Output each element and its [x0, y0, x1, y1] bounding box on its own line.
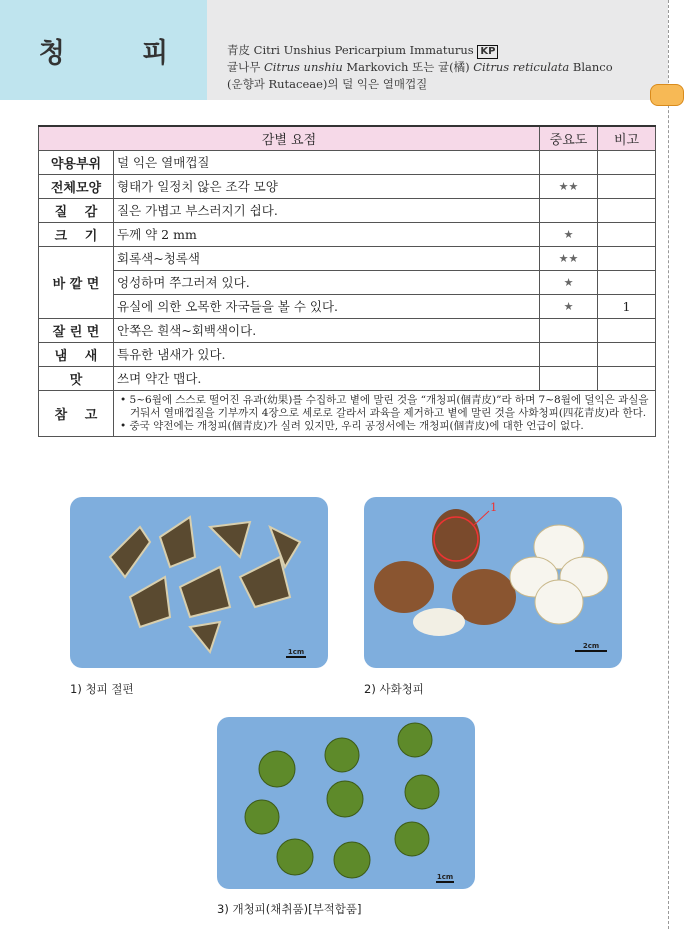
table-row — [39, 270, 656, 294]
origin-text: Blanco — [569, 60, 613, 74]
row-text: 형태가 일정치 않은 조각 모양 — [114, 174, 540, 198]
origin-text: (운향과 Rutaceae)의 덜 익은 열매껍질 — [227, 77, 428, 91]
ref-item: • 중국 약전에는 개청피(個青皮)가 실려 있지만, 우리 공정서에는 개청피(個青皮)에 대한 언급이 없다. — [120, 419, 584, 432]
row-text: 덜 익은 열매껍질 — [114, 150, 540, 174]
table-row — [39, 366, 656, 390]
row-note — [598, 222, 656, 246]
photo-slices — [70, 497, 328, 668]
ref-item: • 5~6월에 스스로 떨어진 유과(幼果)를 수집하고 볕에 말린 것을 “개청피(個青皮)”라 하며 7~8월에 덜익은 과실을 거둬서 열매껍질을 기부까지 4장으로 세로로 갈라서 과육을 제거하고 볕에 말린 것을 사화청피(四花青皮)라 한다. — [120, 393, 649, 419]
latin-name: 青皮 Citri Unshius Pericarpium Immaturus — [227, 43, 474, 57]
col-header: 중요도 — [540, 126, 598, 150]
reference-notes — [114, 390, 656, 436]
importance-stars — [540, 342, 598, 366]
row-label: 전체모양 — [39, 174, 114, 198]
figure-caption: 2) 사화청피 — [364, 682, 424, 696]
importance-stars — [540, 150, 598, 174]
identification-table — [38, 125, 656, 437]
annotation-marker: 1 — [490, 500, 498, 514]
figure-caption: 3) 개청피(채취품)[부적합품] — [217, 902, 362, 916]
row-note — [598, 342, 656, 366]
scale-bar: 1cm — [287, 648, 305, 656]
species-1: Citrus unshiu — [263, 60, 343, 74]
page-edge-divider — [668, 0, 669, 929]
row-label: 질 감 — [39, 198, 114, 222]
row-label: 맛 — [39, 366, 114, 390]
col-header: 비고 — [598, 126, 656, 150]
row-text: 안쪽은 흰색~회백색이다. — [114, 318, 540, 342]
importance-stars: ★ — [540, 270, 598, 294]
row-text: 회록색~청록색 — [114, 246, 540, 270]
kp-badge: KP — [477, 45, 498, 59]
table-row — [39, 150, 656, 174]
page-title: 청 피 — [0, 0, 207, 100]
table-row — [39, 294, 656, 318]
row-label: 바 깥 면 — [39, 246, 114, 318]
table-row — [39, 246, 656, 270]
row-text: 특유한 냄새가 있다. — [114, 342, 540, 366]
row-note — [598, 150, 656, 174]
whole-fruits-image — [217, 717, 475, 889]
importance-stars — [540, 198, 598, 222]
figure-caption: 1) 청피 절편 — [70, 682, 134, 696]
row-text: 두께 약 2 mm — [114, 222, 540, 246]
importance-stars — [540, 366, 598, 390]
table-row — [39, 174, 656, 198]
table-row — [39, 318, 656, 342]
row-text: 유실에 의한 오목한 자국들을 볼 수 있다. — [114, 294, 540, 318]
peel-slices-image — [70, 497, 328, 668]
scale-bar: 2cm — [575, 642, 607, 652]
scientific-name — [227, 42, 652, 93]
importance-stars: ★★ — [540, 246, 598, 270]
col-header: 감별 요점 — [39, 126, 540, 150]
origin-text: Markovich 또는 귤(橘) — [342, 60, 474, 74]
importance-stars: ★ — [540, 222, 598, 246]
row-label: 약용부위 — [39, 150, 114, 174]
row-text: 쓰며 약간 맵다. — [114, 366, 540, 390]
row-note — [598, 174, 656, 198]
row-text: 엉성하며 쭈그러져 있다. — [114, 270, 540, 294]
row-text: 질은 가볍고 부스러지기 쉽다. — [114, 198, 540, 222]
row-label: 크 기 — [39, 222, 114, 246]
origin-text: 귤나무 — [227, 60, 264, 74]
row-note — [598, 198, 656, 222]
row-label: 참 고 — [39, 390, 114, 436]
row-note: 1 — [598, 294, 656, 318]
importance-stars: ★★ — [540, 174, 598, 198]
table-row — [39, 222, 656, 246]
herb-book-icon — [650, 84, 684, 106]
row-note — [598, 366, 656, 390]
table-row — [39, 198, 656, 222]
photo-whole-fruits — [217, 717, 475, 889]
row-label: 잘 린 면 — [39, 318, 114, 342]
row-note — [598, 246, 656, 270]
row-label: 냄 새 — [39, 342, 114, 366]
table-row — [39, 342, 656, 366]
row-note — [598, 318, 656, 342]
importance-stars: ★ — [540, 294, 598, 318]
row-note — [598, 270, 656, 294]
scale-bar: 1cm — [436, 873, 454, 881]
importance-stars — [540, 318, 598, 342]
species-2: Citrus reticulata — [473, 60, 570, 74]
